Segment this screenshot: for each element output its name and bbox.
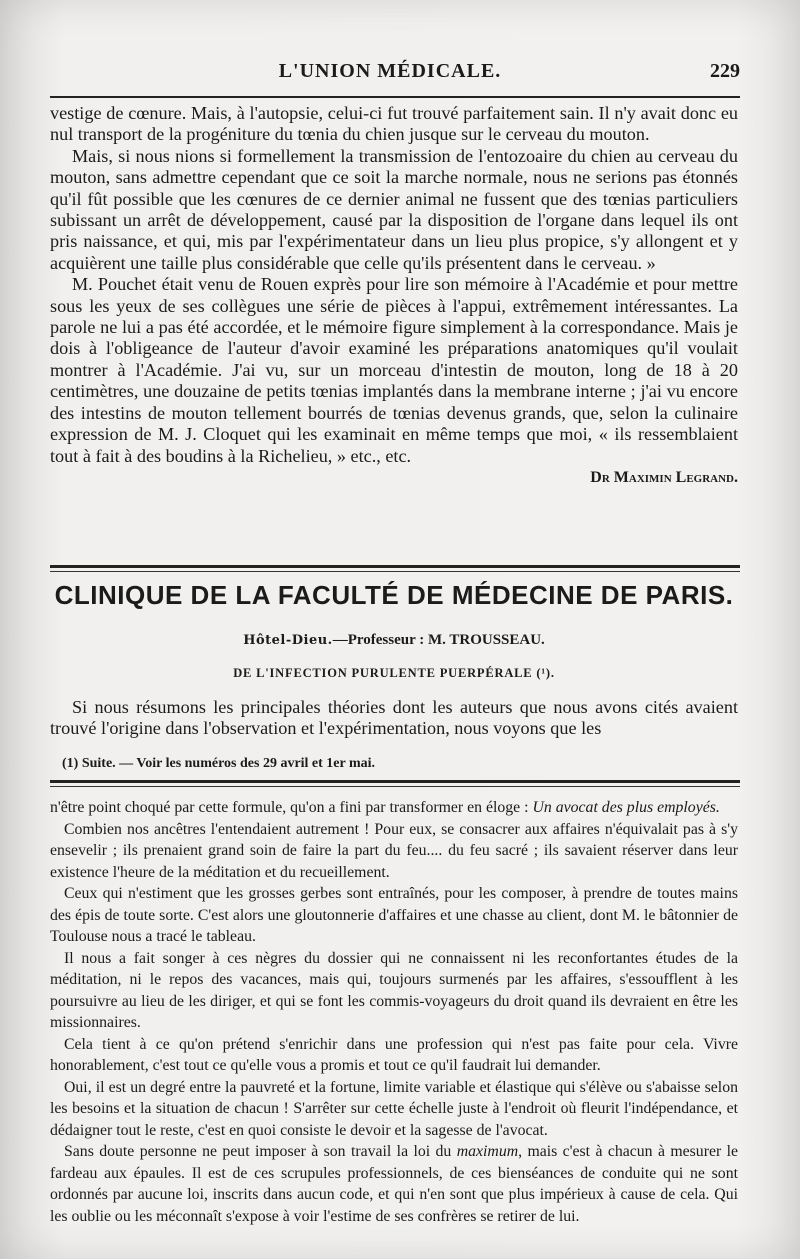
paragraph: Mais, si nous nions si formellement la transmission de l'entozoaire du chien au cerveau du mouton, sans admettre cependant que ce soit la marche normale, nous ne serions pas étonnés qu'il fût possible que les cœnures de ce dernier animal ne fussent que des tœnias particuliers subissant un arrêt de développement, causé par la disposition de l'organe dans lequel ils ont pris naissance, et qui, mis par l'expérimentateur dans un lieu plus propice, s'y allongent et y acquièrent une taille plus considérable que celle qu'ils présentent dans le cerveau. » (50, 145, 738, 273)
page-header (40, 56, 740, 96)
paragraph: Ceux qui n'estiment que les grosses gerbes sont entraînés, pour les composer, à prendre de toutes mains des épis de toute sorte. C'est alors une gloutonnerie d'affaires et une chasse au client, dont M. le bâtonnier de Toulouse nous a tracé le tableau. (50, 885, 738, 945)
professor-name: —Professeur : M. TROUSSEAU. (332, 632, 545, 648)
footnote: (1) Suite. — Voir les numéros des 29 avril et 1er mai. (62, 756, 376, 771)
paragraph-text: n'être point choqué par cette formule, qu'on a fini par transformer en éloge : (50, 799, 533, 816)
paragraph: vestige de cœnure. Mais, à l'autopsie, celui-ci fut trouvé parfaitement sain. Il n'y avait donc eu nul transport de la progéniture du tœnia du chien jusque sur le cerveau du mouton. (50, 103, 738, 145)
lecture-title: DE L'INFECTION PURULENTE PUERPÉRALE (¹). (233, 666, 555, 680)
paragraph: Si nous résumons les principales théories dont les auteurs que nous avons cités avaient trouvé l'origine dans l'observation et l'expérimentation, nous voyons que les (50, 697, 738, 739)
italic-word: maximum (456, 1143, 519, 1160)
running-title: L'UNION MÉDICALE. (278, 60, 502, 82)
italic-phrase: Un avocat des plus employés. (532, 799, 720, 816)
header-rule (50, 96, 740, 98)
paragraph: M. Pouchet était venu de Rouen exprès pour lire son mémoire à l'Académie et pour mettre sous les yeux de ses collègues une série de pièces à l'appui, extrêmement intéressantes. La parole ne lui a pas été accordée, et le mémoire figure simplement à la correspondance. Mais je dois à l'obligeance de l'auteur d'avoir examiné les préparations anatomiques qu'il voulait montrer à l'Académie. J'ai vu, sur un morceau d'intestin de mouton, long de 18 à 20 centimètres, une douzaine de petits tœnias implantés dans la membrane interne ; j'ai vu encore des intestins de mouton tellement bourrés de tœnias devenus grands, que, selon la culinaire expression de M. J. Cloquet qui les examinait en même temps que moi, « ils ressemblaient tout à fait à des boudins à la Richelieu, » etc., etc. (50, 274, 738, 466)
section-title: CLINIQUE DE LA FACULTÉ DE MÉDECINE DE PARIS. (54, 580, 734, 610)
section-rule-thin (50, 571, 740, 572)
feuilleton-text (50, 797, 738, 1227)
paragraph-text: Sans doute personne ne peut imposer à son travail la loi du (64, 1143, 457, 1160)
paragraph (50, 797, 738, 819)
paragraph: Cela tient à ce qu'on prétend s'enrichir dans une profession qui n'est pas faite pour cela. Vivre honorablement, c'est tout ce qu'elle vous a promis et tout ce qu'il faudrait lui demander. (50, 1035, 738, 1074)
paragraph: Combien nos ancêtres l'entendaient autrement ! Pour eux, se consacrer aux affaires n'équivalait pas à s'y ensevelir ; ils prenaient grand soin de faire la part du feu.... du feu sacré ; ils savaient réserver dans leur existence l'heure de la méditation et du recueillement. (50, 820, 738, 881)
author-signature: Dr Maximin Legrand. (590, 468, 738, 486)
paragraph (50, 1141, 738, 1227)
lecture-intro (50, 697, 738, 740)
hospital-name: Hôtel-Dieu. (243, 633, 333, 648)
section-rule (50, 565, 740, 568)
page-number: 229 (710, 60, 740, 82)
paragraph: Il nous a fait songer à ces nègres du dossier qui ne connaissent ni les reconfortantes études de la méditation, ni le repos des vacances, mais qui, toujours surmenés par les affaires, s'essoufflent à les poursuivre au lieu de les diriger, et qui se font les commis-voyageurs du droit quand ils devraient en être les missionnaires. (50, 949, 738, 1031)
lecture-byline (50, 632, 738, 649)
paragraph: Oui, il est un degré entre la pauvreté et la fortune, limite variable et élastique qui s'élève ou s'abaisse selon les besoins et la situation de chacun ! S'arrêter sur cette échelle juste à l'endroit où fleurit l'indépendance, et dédaigner tout le reste, c'est en quoi consiste le devoir et la sagesse de l'avocat. (50, 1078, 738, 1139)
paragraph-text: , mais c'est à chacun à mesurer le fardeau aux épaules. Il est de ces scrupules professionnels, de ces bienséances de conduite qui ne sont ordonnés par aucune loi, inscrits dans aucun code, et qui n'en sont que plus impérieux à cause de cela. Qui les oublie ou les méconnaît s'expose à voir l'estime de ses confrères se retirer de lui. (50, 1143, 738, 1225)
feuilleton-rule-thin (50, 786, 740, 787)
feuilleton-rule (50, 780, 740, 783)
article-continuation (50, 103, 738, 487)
